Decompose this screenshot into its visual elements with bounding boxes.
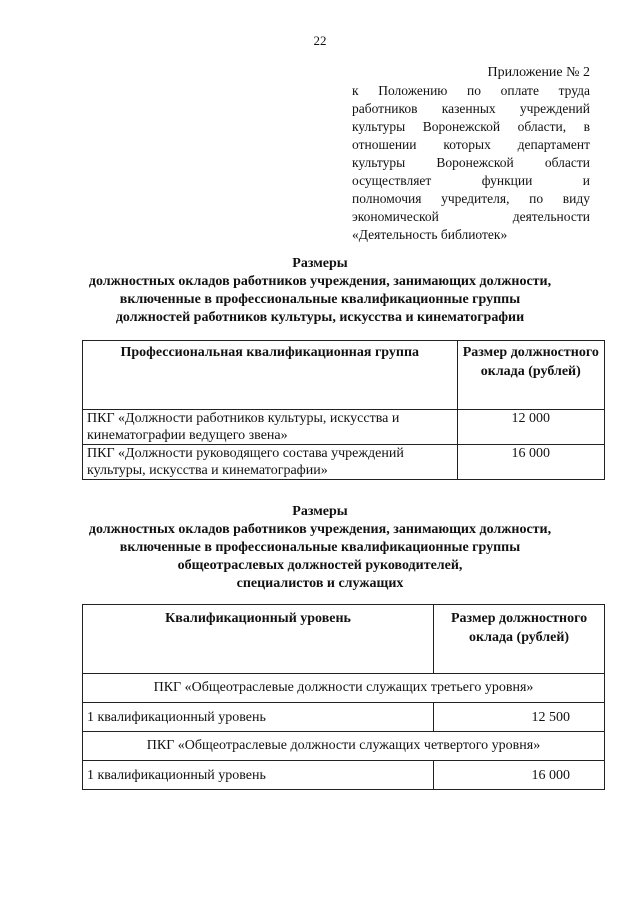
group-title-cell: ПКГ «Общеотраслевые должности служащих третьего уровня» — [83, 674, 605, 703]
table-row — [83, 703, 605, 732]
heading-line: Размеры — [292, 256, 348, 271]
salary-cell: 12 000 — [457, 410, 604, 445]
level-cell: 1 квалификационный уровень — [83, 761, 434, 790]
heading-line: Размеры — [292, 504, 348, 519]
page-number: 22 — [313, 33, 327, 48]
appendix-line: «Деятельность библиотек» — [352, 227, 508, 242]
appendix-line: культуры Воронежской области, в — [352, 119, 590, 134]
column-header-salary: Размер должностного оклада (рублей) — [457, 341, 604, 410]
column-header-level: Квалификационный уровень — [83, 605, 434, 674]
group-title-cell: ПКГ «Общеотраслевые должности служащих четвертого уровня» — [83, 732, 605, 761]
appendix-line: отношении которых департамент — [352, 137, 590, 152]
table-row — [83, 410, 605, 445]
appendix-line: работников казенных учреждений — [352, 101, 590, 116]
table-header-row — [83, 341, 605, 410]
salary-cell: 16 000 — [434, 761, 605, 790]
heading-line: включенные в профессиональные квалификационные группы — [119, 540, 521, 555]
appendix-line: осуществляет функции и — [352, 173, 590, 188]
group-cell: ПКГ «Должности работников культуры, искусства и кинематографии ведущего звена» — [83, 410, 458, 445]
general-salary-table — [82, 604, 605, 790]
level-cell: 1 квалификационный уровень — [83, 703, 434, 732]
appendix-line: к Положению по оплате труда — [352, 83, 590, 98]
appendix-note — [352, 64, 590, 244]
table-header-row — [83, 605, 605, 674]
appendix-line: культуры Воронежской области — [352, 155, 590, 170]
heading-line: включенные в профессиональные квалификационные группы — [119, 292, 521, 307]
group-title-row — [83, 732, 605, 761]
table-row — [83, 761, 605, 790]
heading-line: должностей работников культуры, искусства и кинематографии — [115, 310, 525, 325]
appendix-line: полномочия учредителя, по виду — [352, 191, 590, 206]
appendix-title: Приложение № 2 — [487, 65, 590, 80]
column-header-salary: Размер должностного оклада (рублей) — [434, 605, 605, 674]
table-row — [83, 445, 605, 480]
group-title-row — [83, 674, 605, 703]
heading-line: должностных окладов работников учреждения, занимающих должности, — [88, 274, 552, 289]
column-header-group: Профессиональная квалификационная группа — [83, 341, 458, 410]
heading-line: должностных окладов работников учреждения, занимающих должности, — [88, 522, 552, 537]
section2-heading — [0, 503, 640, 593]
appendix-line: экономической деятельности — [352, 209, 590, 224]
section1-heading — [0, 255, 640, 327]
salary-cell: 16 000 — [457, 445, 604, 480]
heading-line: специалистов и служащих — [236, 576, 404, 591]
heading-line: общеотраслевых должностей руководителей, — [177, 558, 463, 573]
salary-cell: 12 500 — [434, 703, 605, 732]
group-cell: ПКГ «Должности руководящего состава учреждений культуры, искусства и кинематографии» — [83, 445, 458, 480]
culture-salary-table — [82, 340, 605, 480]
